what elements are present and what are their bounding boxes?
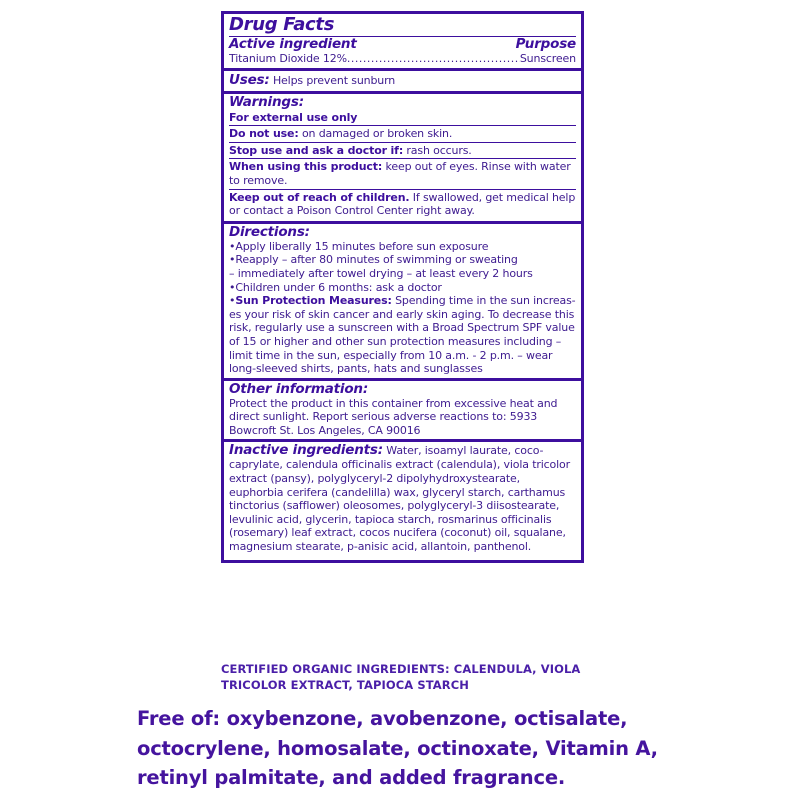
other-information-text: Protect the product in this container from excessive heat and direct sunlight. Report serious adverse reactions to: 5933 Bowcroft St. Los Angeles, CA 90016 [229,396,558,437]
inactive-ingredients-text: Water, isoamyl laurate, coco-caprylate, calendula officinalis extract (calendula), viola tricolor extract (pansy), polyglyceryl-2 dipolyhydroxystearate, euphorbia cerifera (candelilla) wax, glyceryl starch, carthamus tinctorius (safflower) oleosomes, polyglyceryl-3 diisostearate, levulinic acid, glycerin, tapioca starch, rosmarinus officinalis (rosemary) leaf extract, cocos nucifera (coconut) oil, squalane, magnesium stearate, p-anisic acid, allantoin, panthenol. [229,444,570,554]
direction-item: • Reapply – after 80 minutes of swimming or sweating [229,253,576,267]
warning-external-use [229,110,576,126]
inactive-ingredients-section [224,442,581,559]
direction-item: • Apply liberally 15 minutes before sun exposure [229,240,576,254]
warning-row [229,158,576,188]
sun-protection-item [229,294,576,376]
other-information-section [224,381,581,440]
sun-protection-label: Sun Protection Measures: [235,294,392,308]
active-ingredient-header-row [229,37,576,52]
other-information-heading: Other information: [229,380,369,397]
uses-text: Helps prevent sunburn [269,73,396,87]
warning-external-use-text: For external use only [229,110,358,124]
warning-label: When using this product: [229,160,383,174]
sun-protection-text: Spending time in the sun increas-es your risk of skin cancer and early skin aging. To decrease this risk, regularly use a sunscreen with a Broad Spectrum SPF value of 15 or higher and other sun protection measures including – limit time in the sun, especially from 10 a.m. - 2 p.m. – wear long-sleeved shirts, pants, hats and sunglasses [229,294,576,376]
drug-facts-title: Drug Facts [229,14,335,35]
warning-label: Stop use and ask a doctor if: [229,143,404,157]
active-ingredient-row [229,52,576,66]
drug-facts-header-section [224,14,581,68]
warning-text: rash occurs. [403,143,472,157]
directions-section [224,224,581,378]
direction-item: – immediately after towel drying – at least every 2 hours [229,266,533,280]
active-ingredient-purpose: Sunscreen [519,52,576,65]
warning-row [229,189,576,219]
dot-leader [347,52,520,66]
warning-label: Do not use: [229,127,299,141]
drug-facts-panel [221,11,584,563]
warning-text: on damaged or broken skin. [298,127,453,141]
active-ingredient-name: Titanium Dioxide 12% [229,52,347,65]
warning-label: Keep out of reach of children. [229,190,410,204]
warning-row [229,125,576,142]
direction-item: • Children under 6 months: ask a doctor [229,281,576,295]
uses-heading: Uses: [229,71,270,88]
warning-text: keep out of eyes. Rinse with water to remove. [229,160,571,187]
uses-section [224,71,581,91]
certified-organic-ingredients: CERTIFIED ORGANIC INGREDIENTS: CALENDULA, VIOLA TRICOLOR EXTRACT, TAPIOCA STARCH [221,662,581,692]
inactive-ingredients-heading: Inactive ingredients: [229,442,383,459]
free-of-statement: Free of: oxybenzone, avobenzone, octisalate, octocrylene, homosalate, octinoxate, Vitamin A, retinyl palmitate, and added fragrance. [137,707,658,789]
warning-row [229,142,576,159]
active-ingredient-heading: Active ingredient [229,36,357,52]
warning-text: If swallowed, get medical help or contact a Poison Control Center right away. [229,190,576,218]
warnings-section [224,94,581,221]
warnings-heading: Warnings: [229,93,304,110]
directions-heading: Directions: [229,223,310,240]
purpose-heading: Purpose [515,36,576,52]
